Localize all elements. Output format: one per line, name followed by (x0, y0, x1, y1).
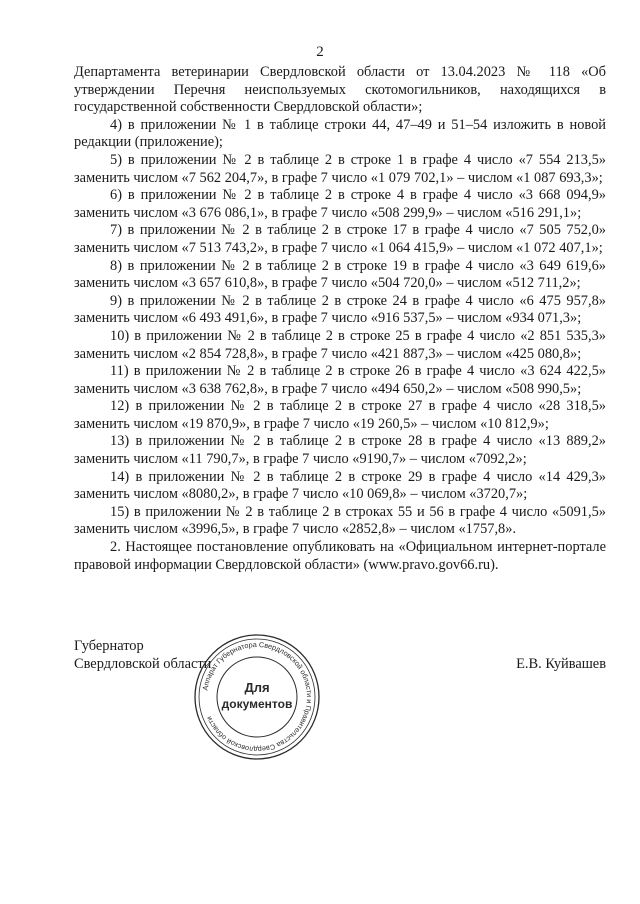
paragraph: 13) в приложении № 2 в таблице 2 в строке 28 в графе 4 число «13 889,2» заменить числом «11 790,7», в графе 7 число «9190,7» – числом «7092,2»; (74, 433, 606, 468)
paragraph: 7) в приложении № 2 в таблице 2 в строке 17 в графе 4 число «7 505 752,0» заменить числом «7 513 743,2», в графе 7 число «1 064 415,9» – числом «1 072 407,1»; (74, 222, 606, 256)
paragraph: Департамента ветеринарии Свердловской области от 13.04.2023 № 118 «Об утверждении Перечня неиспользуемых скотомогильников, находящихся в государственной собственности Свердловской области»; (74, 64, 606, 116)
signatory-position (74, 638, 211, 673)
paragraph: 15) в приложении № 2 в таблице 2 в строках 55 и 56 в графе 4 число «5091,5» заменить числом «3996,5», в графе 7 число «2852,8» – числом «1757,8». (74, 503, 606, 538)
paragraph: 11) в приложении № 2 в таблице 2 в строке 26 в графе 4 число «3 624 422,5» заменить числом «3 638 762,8», в графе 7 число «494 650,2» – числом «508 990,5»; (74, 363, 606, 397)
stamp-center-text: документов (221, 697, 293, 711)
paragraph: 6) в приложении № 2 в таблице 2 в строке 4 в графе 4 число «3 668 094,9» заменить числом «3 676 086,1», в графе 7 число «508 299,9» – числом «516 291,1»; (74, 187, 606, 221)
official-stamp (192, 632, 322, 762)
paragraph: 5) в приложении № 2 в таблице 2 в строке 1 в графе 4 число «7 554 213,5» заменить числом «7 562 204,7», в графе 7 число «1 079 702,1» – числом «1 087 693,3»; (74, 151, 606, 186)
paragraph: 4) в приложении № 1 в таблице строки 44, 47–49 и 51–54 изложить в новой редакции (приложение); (74, 116, 606, 151)
page-number: 2 (316, 44, 324, 60)
position-line: Свердловской области (74, 655, 212, 672)
paragraph: 14) в приложении № 2 в таблице 2 в строке 29 в графе 4 число «14 429,3» заменить числом «8080,2», в графе 7 число «10 069,8» – числом «3720,7»; (74, 468, 606, 503)
signatory-name: Е.В. Куйвашев (516, 656, 606, 672)
position-line: Губернатор (74, 638, 144, 654)
signature-block (74, 632, 606, 755)
paragraph: 10) в приложении № 2 в таблице 2 в строке 25 в графе 4 число «2 851 535,3» заменить числом «2 854 728,8», в графе 7 число «421 887,3» – числом «425 080,8»; (74, 327, 606, 362)
paragraph: 12) в приложении № 2 в таблице 2 в строке 27 в графе 4 число «28 318,5» заменить числом «19 870,9», в графе 7 число «19 260,5» – числом «10 812,9»; (74, 398, 606, 432)
paragraph: 8) в приложении № 2 в таблице 2 в строке 19 в графе 4 число «3 649 619,6» заменить числом «3 657 610,8», в графе 7 число «504 720,0» – числом «512 711,2»; (74, 257, 606, 292)
stamp-center-text: Для (244, 680, 270, 695)
paragraph: 9) в приложении № 2 в таблице 2 в строке 24 в графе 4 число «6 475 957,8» заменить числом «6 493 491,6», в графе 7 число «916 537,5» – числом «934 071,3»; (74, 292, 606, 327)
paragraph: 2. Настоящее постановление опубликовать на «Официальном интернет-портале правовой информации Свердловской области» (www.pravo.gov66.ru). (74, 539, 606, 573)
document-body (74, 64, 606, 574)
stamp-ring-text: Аппарат Губернатора Свердловской области и Правительства Свердловской области (200, 639, 315, 755)
